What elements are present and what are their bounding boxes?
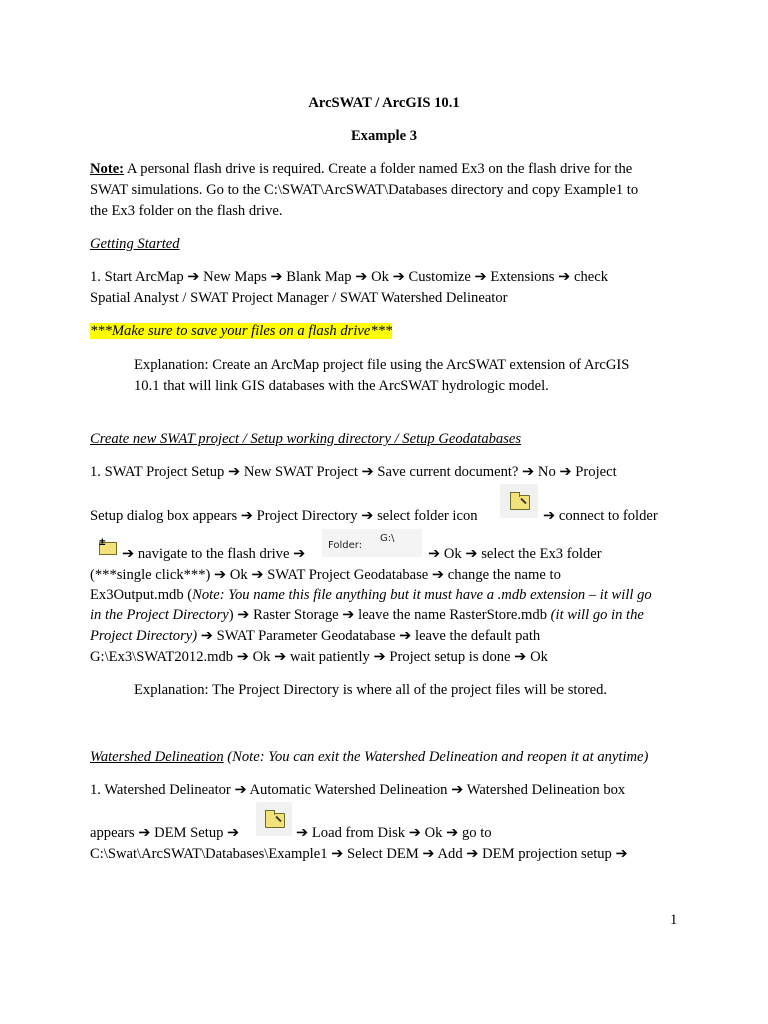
create-project-heading: Create new SWAT project / Setup working directory / Setup Geodatabases — [90, 431, 522, 447]
getting-started-heading: Getting Started — [90, 236, 180, 252]
page-number: 1 — [670, 912, 678, 928]
create-project-line-3b: ➔ Ok ➔ select the Ex3 folder — [428, 546, 602, 562]
connect-to-folder-icon: ± — [97, 536, 119, 556]
note-line-1: Note: A personal flash drive is required. Create a folder named Ex3 on the flash drive for the — [90, 161, 633, 177]
dem-folder-icon-button — [256, 802, 292, 836]
folder-icon — [265, 813, 285, 828]
folder-field-label: Folder: — [328, 540, 363, 551]
create-project-line-2b: ➔ connect to folder — [543, 508, 658, 524]
watershed-line-3: C:\Swat\ArcSWAT\Databases\Example1 ➔ Select DEM ➔ Add ➔ DEM projection setup ➔ — [90, 846, 628, 862]
create-project-explanation: Explanation: The Project Directory is where all of the project files will be stored. — [134, 682, 608, 698]
watershed-line-1: 1. Watershed Delineator ➔ Automatic Watershed Delineation ➔ Watershed Delineation box — [90, 782, 626, 798]
document-title: ArcSWAT / ArcGIS 10.1 — [308, 95, 460, 111]
watershed-heading: Watershed Delineation (Note: You can exit the Watershed Delineation and reopen it at anytime) — [90, 749, 649, 765]
create-project-line-8: G:\Ex3\SWAT2012.mdb ➔ Ok ➔ wait patiently ➔ Project setup is done ➔ Ok — [90, 649, 548, 665]
getting-started-explanation-line-1: Explanation: Create an ArcMap project file using the ArcSWAT extension of ArcGIS — [134, 357, 630, 373]
note-line-3: the Ex3 folder on the flash drive. — [90, 203, 283, 219]
folder-icon — [510, 495, 530, 510]
create-project-line-1: 1. SWAT Project Setup ➔ New SWAT Project ➔ Save current document? ➔ No ➔ Project — [90, 464, 617, 480]
note-line-2: SWAT simulations. Go to the C:\SWAT\ArcSWAT\Databases directory and copy Example1 to — [90, 182, 639, 198]
getting-started-step-1-line-2: Spatial Analyst / SWAT Project Manager / SWAT Watershed Delineator — [90, 290, 508, 306]
create-project-line-3a: ➔ navigate to the flash drive ➔ — [122, 546, 306, 562]
getting-started-explanation-line-2: 10.1 that will link GIS databases with the ArcSWAT hydrologic model. — [134, 378, 549, 394]
getting-started-step-1-line-1: 1. Start ArcMap ➔ New Maps ➔ Blank Map ➔ Ok ➔ Customize ➔ Extensions ➔ check — [90, 269, 608, 285]
create-project-line-6: in the Project Directory) ➔ Raster Storage ➔ leave the name RasterStore.mdb (it will go in the — [90, 607, 644, 623]
example-title: Example 3 — [350, 128, 418, 144]
watershed-line-2a: appears ➔ DEM Setup ➔ — [90, 825, 240, 841]
flash-drive-warning: ***Make sure to save your files on a flash drive*** — [90, 323, 393, 339]
folder-field-image — [322, 529, 422, 557]
create-project-line-2a: Setup dialog box appears ➔ Project Directory ➔ select folder icon — [90, 508, 478, 524]
folder-icon-button — [500, 484, 538, 518]
create-project-line-4: (***single click***) ➔ Ok ➔ SWAT Project Geodatabase ➔ change the name to — [90, 567, 561, 583]
create-project-line-7: Project Directory) ➔ SWAT Parameter Geodatabase ➔ leave the default path — [90, 628, 541, 644]
note-label: Note: — [90, 161, 125, 177]
create-project-line-5: Ex3Output.mdb (Note: You name this file anything but it must have a .mdb extension – it will go — [90, 587, 652, 603]
watershed-line-2b: ➔ Load from Disk ➔ Ok ➔ go to — [296, 825, 492, 841]
folder-field-value: G:\ — [380, 533, 395, 544]
